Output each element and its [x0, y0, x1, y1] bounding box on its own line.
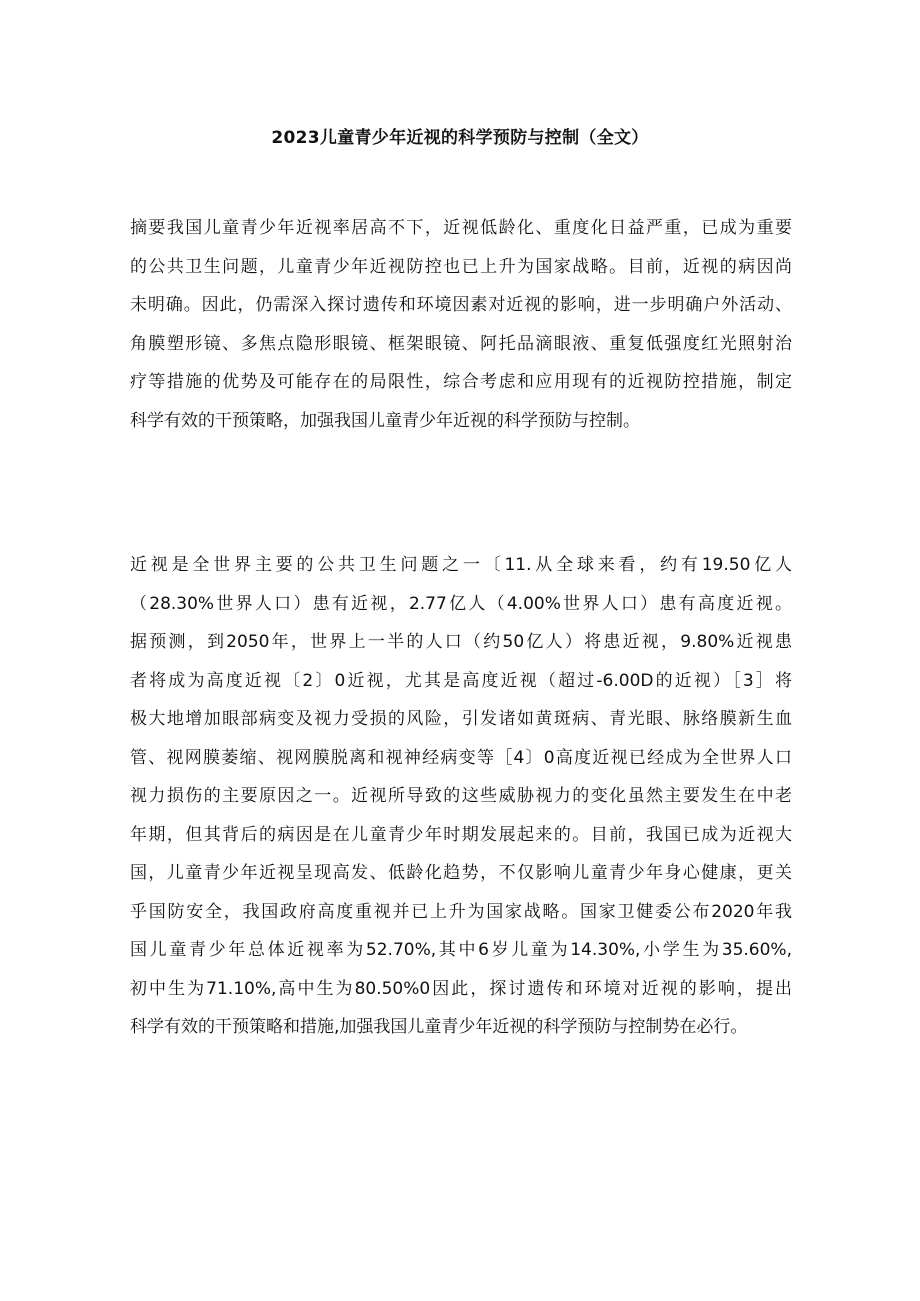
body-line: 者将成为高度近视〔2〕0近视，尤其是高度近视（超过-6.00D的近视）［3］将: [130, 670, 792, 691]
body-line: （28.30%世界人口）患有近视，2.77亿人（4.00%世界人口）患有高度近视。: [130, 593, 792, 614]
body-line: 国，儿童青少年近视呈现高发、低龄化趋势，不仅影响儿童青少年身心健康，更关: [130, 863, 792, 883]
body-line: 科学有效的干预策略和措施,加强我国儿童青少年近视的科学预防与控制势在必行。: [130, 1017, 748, 1037]
body-line: 年期，但其背后的病因是在儿童青少年时期发展起来的。目前，我国已成为近视大: [130, 824, 792, 845]
abstract-line: 摘要我国儿童青少年近视率居高不下，近视低龄化、重度化日益严重，已成为重要: [130, 218, 792, 238]
abstract-line: 角膜塑形镜、多焦点隐形眼镜、框架眼镜、阿托品滴眼液、重复低强度红光照射治: [130, 333, 792, 354]
abstract-paragraph: [130, 209, 792, 440]
abstract-line: 未明确。因此，仍需深入探讨遗传和环境因素对近视的影响，进一步明确户外活动、: [130, 295, 792, 315]
abstract-line: 科学有效的干预策略，加强我国儿童青少年近视的科学预防与控制。: [130, 410, 640, 431]
body-line: 视力损伤的主要原因之一。近视所导致的这些威胁视力的变化虽然主要发生在中老: [130, 786, 792, 806]
body-line: 近视是全世界主要的公共卫生问题之一〔11.从全球来看，约有19.50亿人: [130, 555, 792, 575]
document-title: 2023儿童青少年近视的科学预防与控制（全文）: [271, 128, 649, 148]
body-paragraph: [130, 546, 792, 1047]
body-line: 管、视网膜萎缩、视网膜脱离和视神经病变等［4〕0高度近视已经成为全世界人口: [130, 747, 792, 768]
body-line: 乎国防安全，我国政府高度重视并已上升为国家战略。国家卫健委公布2020年我: [130, 901, 792, 922]
abstract-line: 疗等措施的优势及可能存在的局限性，综合考虑和应用现有的近视防控措施，制定: [130, 372, 792, 392]
body-line: 据预测，到2050年，世界上一半的人口（约50亿人）将患近视，9.80%近视患: [130, 632, 792, 652]
body-line: 极大地增加眼部病变及视力受损的风险，引发诸如黄斑病、青光眼、脉络膜新生血: [130, 709, 792, 729]
abstract-line: 的公共卫生问题，儿童青少年近视防控也已上升为国家战略。目前，近视的病因尚: [130, 256, 792, 277]
body-line: 初中生为71.10%,高中生为80.50%0因此，探讨遗传和环境对近视的影响，提出: [130, 978, 792, 999]
body-line: 国儿童青少年总体近视率为52.70%,其中6岁儿童为14.30%,小学生为35.60%,: [130, 940, 792, 960]
